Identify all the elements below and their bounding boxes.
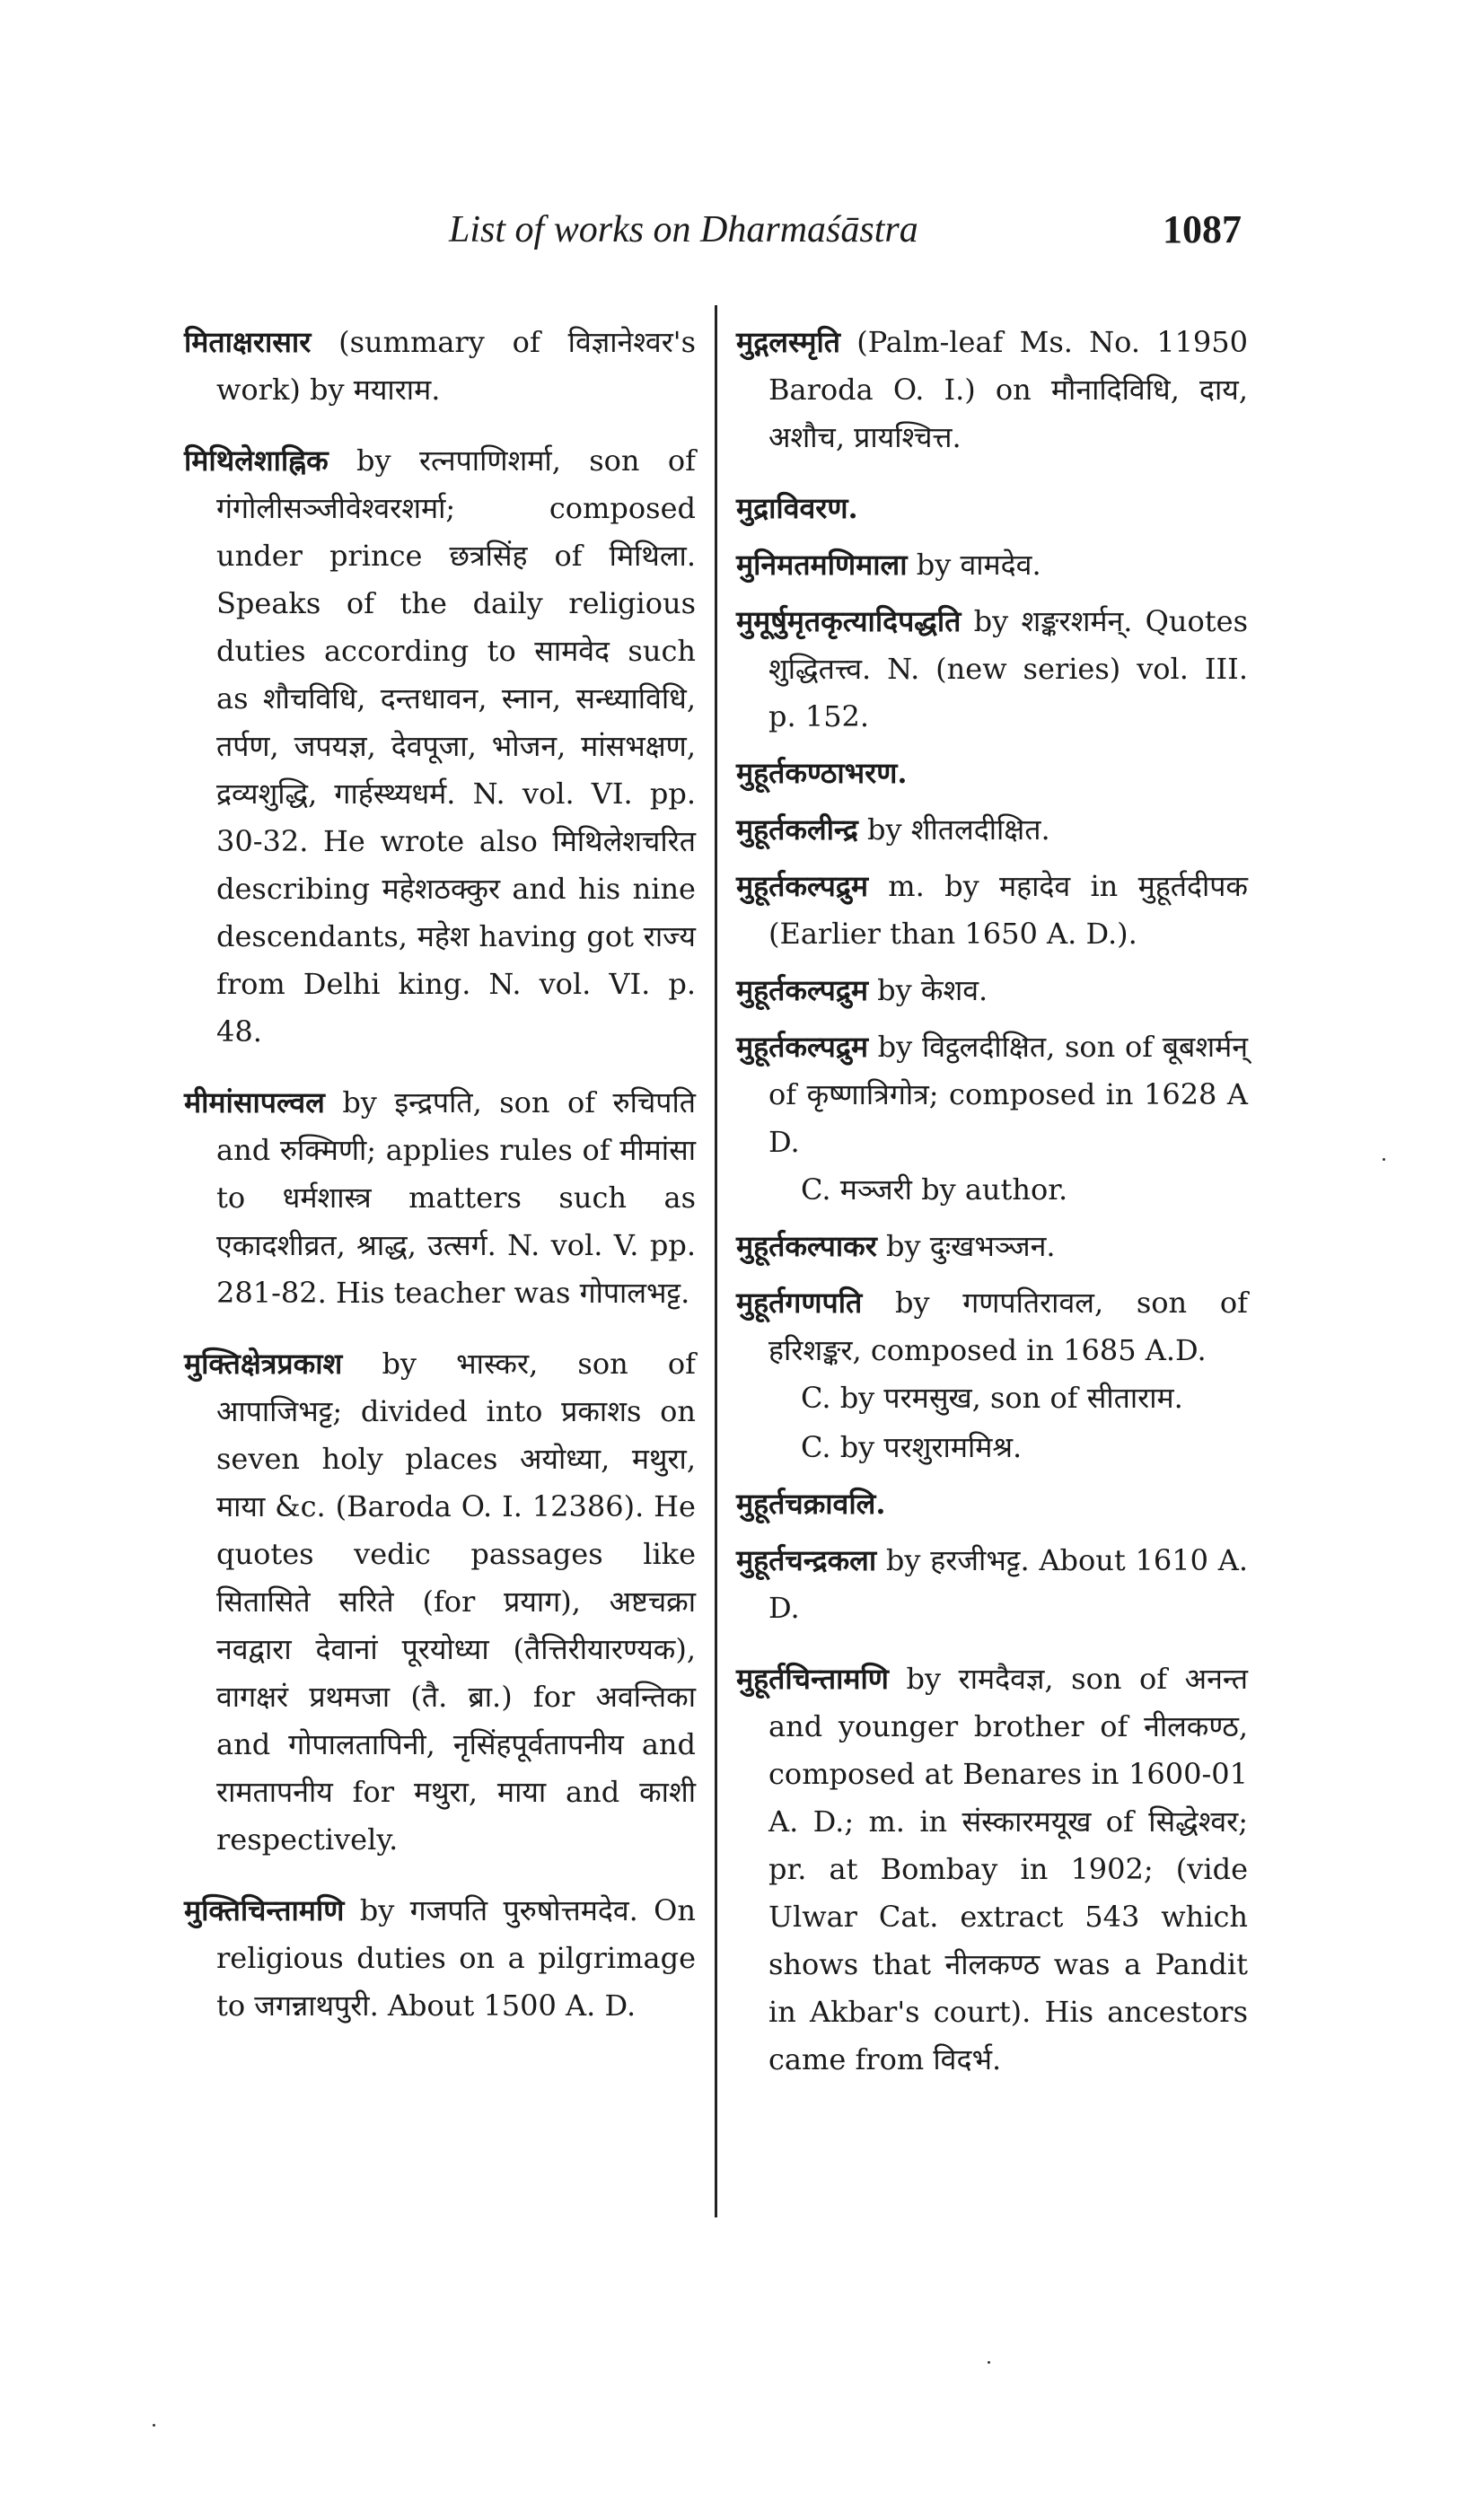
entry-headword: मुद्गलस्मृति: [736, 325, 841, 359]
entry: [736, 598, 1248, 741]
entry-text: by गणपतिरावल, son of हरिशङ्कर, composed in 1685 A.D.: [768, 1286, 1248, 1367]
entry-text: m. by महादेव in मुहूर्तदीपक (Earlier than 1650 A. D.).: [768, 869, 1248, 951]
entry-text: by शङ्करशर्मन्. Quotes शुद्धितत्त्व. N. (new series) vol. III. p. 152.: [768, 604, 1248, 733]
entry: [736, 806, 1248, 854]
entry: [184, 1887, 696, 2030]
entry-headword: मुहूर्तकल्पद्रुम: [736, 869, 868, 903]
entry-text: (summary of विज्ञानेश्वर's work) by मयाराम.: [216, 325, 696, 407]
entry-text: by केशव.: [867, 973, 988, 1007]
entry-headword: मुहूर्तकलीन्द्र: [736, 812, 858, 847]
entry-headword: मुहूर्तचन्द्रकला: [736, 1543, 877, 1577]
entry-headword: मुहूर्तकल्पद्रुम: [736, 1030, 868, 1064]
entry: [736, 1655, 1248, 2084]
entry-text: by भास्कर, son of आपाजिभट्ट; divided into प्रकाशs on seven holy places अयोध्या, मथुरा, माया &c. (Baroda O. I. 12386). He quotes vedic passages like सितासिते सरिते (for प्रयाग), अष्टचक्रा नवद्वारा देवानां पूरयोध्या (तैत्तिरीयारण्यक), वागक्षरं प्रथमजा (तै. ब्रा.) for अवन्तिका and गोपालतापिनी, नृसिंहपूर्वतापनीय and रामतापनीय for मथुरा, माया and काशी respectively.: [216, 1347, 696, 1857]
entry-headword: मुमूर्षुमृतकृत्यादिपद्धति: [736, 604, 962, 638]
entry-text: by दुःखभञ्जन.: [876, 1229, 1056, 1263]
running-header-title: List of works on Dharmaśāstra: [449, 209, 918, 250]
entry: [736, 1480, 1248, 1528]
entry: [736, 967, 1248, 1014]
entry-text: by गजपति पुरुषोत्तमदेव. On religious duties on a pilgrimage to जगन्नाथपुरी. About 1500 A. D.: [216, 1893, 696, 2023]
entry: [736, 750, 1248, 797]
entry: [184, 437, 696, 1056]
entry-headword: मिताक्षरासार: [184, 325, 312, 359]
entry: [184, 1079, 696, 1317]
scan-speck: [1383, 1158, 1385, 1161]
entry: [736, 1023, 1248, 1214]
entry-headword: मुहूर्तचक्रावलि.: [736, 1487, 886, 1521]
entry-headword: मुनिमतमणिमाला: [736, 548, 908, 582]
entry-headword: मुहूर्तगणपति: [736, 1286, 863, 1320]
left-column: [184, 319, 696, 2053]
entry-headword: मुहूर्तचिन्तामणि: [736, 1662, 889, 1696]
entry-commentary-line: C. by परशुराममिश्र.: [801, 1430, 1023, 1464]
entry: [736, 319, 1248, 461]
entry: [736, 1537, 1248, 1632]
entry-commentary-line: C. मञ्जरी by author.: [801, 1172, 1068, 1207]
entry-text: by हरजीभट्ट. About 1610 A. D.: [768, 1543, 1248, 1625]
entry: [736, 863, 1248, 958]
entry-text: by विट्ठलदीक्षित, son of बूबशर्मन् of कृष्णात्रिगोत्र; composed in 1628 A D.: [768, 1030, 1248, 1159]
entry-headword: मुक्तिचिन्तामणि: [184, 1893, 345, 1927]
page-number: 1087: [1163, 207, 1242, 251]
entry-headword: मिथिलेशाह्निक: [184, 443, 329, 478]
entry: [736, 1223, 1248, 1270]
entry-headword: मीमांसापल्वल: [184, 1085, 325, 1119]
entry: [736, 1279, 1248, 1471]
entry-text: (Palm-leaf Ms. No. 11950 Baroda O. I.) on मौनादिविधि, दाय, अशौच, प्रायश्चित्त.: [768, 325, 1248, 454]
entry-text: by इन्द्रपति, son of रुचिपति and रुक्मिणी; applies rules of मीमांसा to धर्मशास्त्र matters such as एकादशीव्रत, श्राद्ध, उत्सर्ग. N. vol. V. pp. 281-82. His teacher was गोपालभट्ट.: [216, 1085, 696, 1310]
entry-text: by शीतलदीक्षित.: [857, 812, 1050, 847]
entry-headword: मुक्तिक्षेत्रप्रकाश: [184, 1347, 343, 1381]
entry-commentary-line: C. by परमसुख, son of सीताराम.: [801, 1381, 1183, 1415]
entry-text: by वामदेव.: [907, 548, 1041, 582]
right-column: [736, 319, 1248, 2107]
entry: [736, 485, 1248, 532]
entry-text: by रत्नपाणिशर्मा, son of गंगोलीसञ्जीवेश्वरशर्मा; composed under prince छत्रसिंह of मिथिला. Speaks of the daily religious duties according to सामवेद such as शौचविधि, दन्तधावन, स्नान, सन्ध्याविधि, तर्पण, जपयज्ञ, देवपूजा, भोजन, मांसभक्षण, द्रव्यशुद्धि, गार्हस्थ्यधर्म. N. vol. VI. pp. 30-32. He wrote also मिथिलेशचरित describing महेशठक्कुर and his nine descendants, महेश having got राज्य from Delhi king. N. vol. VI. p. 48.: [216, 443, 696, 1049]
entry-headword: मुद्राविवरण.: [736, 491, 858, 525]
entry-headword: मुहूर्तकल्पाकर: [736, 1229, 877, 1263]
column-divider: [715, 305, 717, 2217]
entry: [184, 319, 696, 414]
entry: [184, 1340, 696, 1864]
entry-headword: मुहूर्तकण्ठाभरण.: [736, 756, 908, 790]
entry-text: by रामदैवज्ञ, son of अनन्त and younger brother of नीलकण्ठ, composed at Benares in 1600-01 A. D.; m. in संस्कारमयूख of सिद्धेश्वर; pr. at Bombay in 1902; (vide Ulwar Cat. extract 543 which shows that नीलकण्ठ was a Pandit in Akbar's court). His ancestors came from विदर्भ.: [768, 1662, 1248, 2076]
scan-speck: [988, 2361, 990, 2364]
scan-speck: [153, 2424, 155, 2427]
entry-headword: मुहूर्तकल्पद्रुम: [736, 973, 868, 1007]
entry: [736, 541, 1248, 589]
